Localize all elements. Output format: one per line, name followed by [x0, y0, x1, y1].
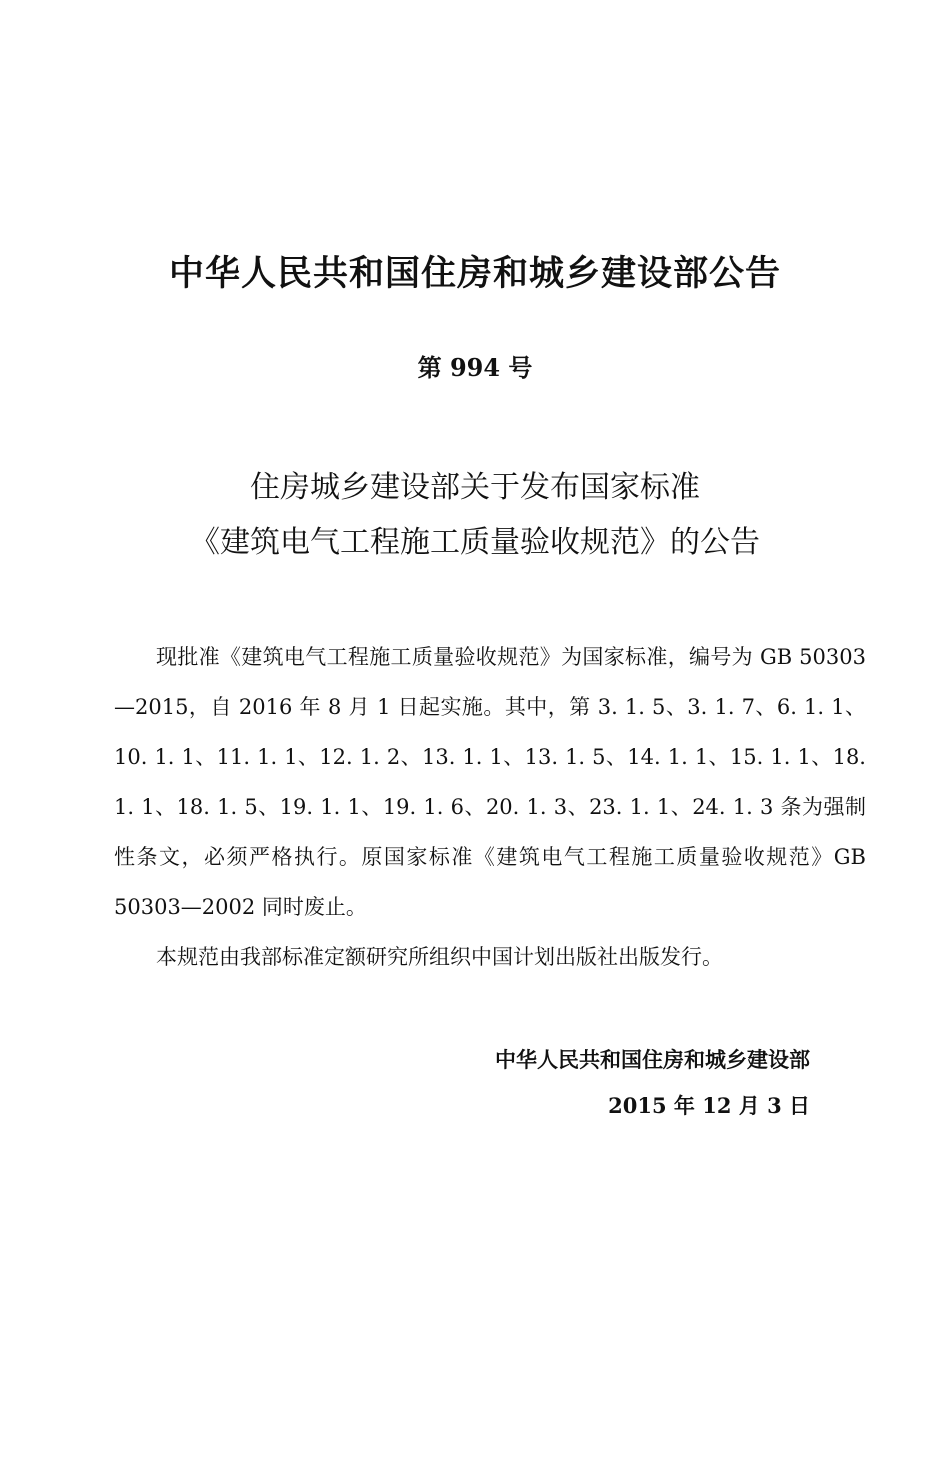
body-paragraph-1: 现批准《建筑电气工程施工质量验收规范》为国家标准，编号为 GB 50303—2015，自 2016 年 8 月 1 日起实施。其中，第 3. 1. 5、3. 1. 7、6. 1. 1、10. 1. 1、11. 1. 1、12. 1. 2、13. 1. 1、13. 1. 5、14. 1. 1、15. 1. 1、18. 1. 1、18. 1. 5、19. 1. 1、19. 1. 6、20. 1. 3、23. 1. 1、24. 1. 3 条为强制性条文，必须严格执行。原国家标准《建筑电气工程施工质量验收规范》GB 50303—2002 同时废止。 — [114, 645, 866, 919]
announcement-subtitle — [0, 460, 950, 570]
subtitle-line-2: 《建筑电气工程施工质量验收规范》的公告 — [190, 525, 760, 560]
issue-date: 2015 年 12 月 3 日 — [608, 1093, 810, 1118]
subtitle-line-1: 住房城乡建设部关于发布国家标准 — [250, 470, 700, 505]
issuing-organization: 中华人民共和国住房和城乡建设部 — [495, 1048, 810, 1072]
body-paragraph-2: 本规范由我部标准定额研究所组织中国计划出版社出版发行。 — [156, 945, 723, 969]
announcement-body — [114, 632, 866, 982]
page-title: 中华人民共和国住房和城乡建设部公告 — [168, 254, 781, 294]
announcement-number: 第 994 号 — [417, 353, 533, 382]
signature-block — [495, 1037, 810, 1129]
